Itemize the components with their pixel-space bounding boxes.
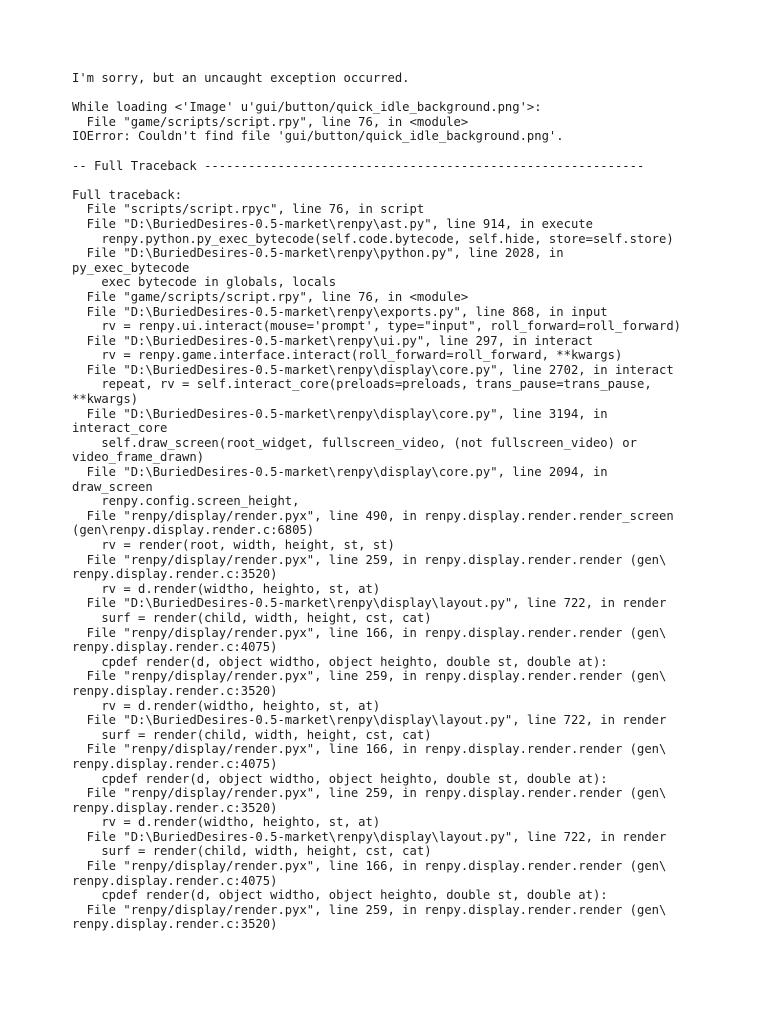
spacer <box>72 86 728 101</box>
traceback-line: **kwargs) <box>72 392 139 407</box>
traceback-line: surf = render(child, width, height, cst, cat) <box>72 727 432 742</box>
traceback-line: File "renpy/display/render.pyx", line 259, in renpy.display.render.render (gen\ <box>72 669 667 684</box>
traceback-line: File "renpy/display/render.pyx", line 166, in renpy.display.render.render (gen\ <box>72 625 667 640</box>
traceback-line: File "game/scripts/script.rpy", line 76, in <module> <box>72 289 469 304</box>
traceback-line: repeat, rv = self.interact_core(preloads=preloads, trans_pause=trans_pause, <box>72 377 652 392</box>
traceback-line: renpy.display.render.c:3520) <box>72 917 278 932</box>
traceback-line: rv = d.render(widtho, heighto, st, at) <box>72 581 381 596</box>
traceback-line: File "D:\BuriedDesires-0.5-market\renpy\display\layout.py", line 722, in render <box>72 829 667 844</box>
summary-line: File "game/scripts/script.rpy", line 76, in <module> <box>72 114 469 129</box>
traceback-line: rv = renpy.ui.interact(mouse='prompt', type="input", roll_forward=roll_forward) <box>72 319 682 334</box>
traceback-line: renpy.display.render.c:3520) <box>72 800 278 815</box>
traceback-line: File "D:\BuriedDesires-0.5-market\renpy\display\core.py", line 2094, in <box>72 465 608 480</box>
traceback-line: File "D:\BuriedDesires-0.5-market\renpy\display\core.py", line 2702, in interact <box>72 362 674 377</box>
traceback-line: interact_core <box>72 421 168 436</box>
traceback-line: File "D:\BuriedDesires-0.5-market\renpy\ui.py", line 297, in interact <box>72 333 593 348</box>
traceback-line: renpy.display.render.c:3520) <box>72 683 278 698</box>
error-heading: I'm sorry, but an uncaught exception occurred. <box>72 71 410 85</box>
traceback-line: video_frame_drawn) <box>72 450 205 465</box>
traceback-line: self.draw_screen(root_widget, fullscreen_video, (not fullscreen_video) or <box>72 435 637 450</box>
summary-line: IOError: Couldn't find file 'gui/button/quick_idle_background.png'. <box>72 129 564 144</box>
traceback-line: File "renpy/display/render.pyx", line 490, in renpy.display.render.render_screen <box>72 508 674 523</box>
traceback-line: File "renpy/display/render.pyx", line 259, in renpy.display.render.render (gen\ <box>72 552 667 567</box>
error-summary <box>72 100 728 144</box>
summary-line: While loading <'Image' u'gui/button/quick_idle_background.png'>: <box>72 100 542 115</box>
traceback-line: File "renpy/display/render.pyx", line 259, in renpy.display.render.render (gen\ <box>72 786 667 801</box>
traceback-line: rv = render(root, width, height, st, st) <box>72 538 395 552</box>
traceback-line: rv = d.render(widtho, heighto, st, at) <box>72 815 381 830</box>
traceback-line: File "D:\BuriedDesires-0.5-market\renpy\exports.py", line 868, in input <box>72 304 608 319</box>
traceback-line: File "D:\BuriedDesires-0.5-market\renpy\display\layout.py", line 722, in render <box>72 596 667 611</box>
traceback-line: renpy.display.render.c:3520) <box>72 567 278 582</box>
traceback-line: File "scripts/script.rpyc", line 76, in script <box>72 202 425 217</box>
traceback-line: renpy.display.render.c:4075) <box>72 640 278 655</box>
traceback-title: Full traceback: <box>72 187 183 202</box>
traceback-line: cpdef render(d, object widtho, object heighto, double st, double at): <box>72 888 608 903</box>
spacer <box>72 144 728 159</box>
traceback-line: File "D:\BuriedDesires-0.5-market\renpy\ast.py", line 914, in execute <box>72 216 593 231</box>
traceback-line: cpdef render(d, object widtho, object heighto, double st, double at): <box>72 654 608 669</box>
spacer <box>72 173 728 188</box>
traceback-line: renpy.display.render.c:4075) <box>72 756 278 771</box>
traceback-line: renpy.config.screen_height, <box>72 494 300 509</box>
traceback-line: renpy.python.py_exec_bytecode(self.code.bytecode, self.hide, store=self.store) <box>72 231 674 246</box>
traceback-line: File "renpy/display/render.pyx", line 259, in renpy.display.render.render (gen\ <box>72 902 667 917</box>
traceback-line: rv = d.render(widtho, heighto, st, at) <box>72 698 381 713</box>
traceback-line: File "renpy/display/render.pyx", line 166, in renpy.display.render.render (gen\ <box>72 742 667 757</box>
traceback-line: File "D:\BuriedDesires-0.5-market\renpy\display\layout.py", line 722, in render <box>72 713 667 728</box>
traceback-line: (gen\renpy.display.render.c:6805) <box>72 523 315 538</box>
full-traceback-divider: -- Full Traceback ------------------------------------------------------------ <box>72 158 645 173</box>
traceback-line: py_exec_bytecode <box>72 260 190 275</box>
traceback-line: draw_screen <box>72 479 153 494</box>
traceback-line: cpdef render(d, object widtho, object heighto, double st, double at): <box>72 771 608 786</box>
traceback-line: File "D:\BuriedDesires-0.5-market\renpy\display\core.py", line 3194, in <box>72 406 608 421</box>
traceback-line: surf = render(child, width, height, cst, cat) <box>72 610 432 625</box>
traceback-line: renpy.display.render.c:4075) <box>72 873 278 888</box>
traceback-line: rv = renpy.game.interface.interact(roll_forward=roll_forward, **kwargs) <box>72 348 623 363</box>
traceback-lines <box>72 202 728 932</box>
traceback-line: surf = render(child, width, height, cst, cat) <box>72 844 432 859</box>
traceback-line: File "D:\BuriedDesires-0.5-market\renpy\python.py", line 2028, in <box>72 246 564 261</box>
traceback-line: File "renpy/display/render.pyx", line 166, in renpy.display.render.render (gen\ <box>72 859 667 874</box>
traceback-line: exec bytecode in globals, locals <box>72 275 337 290</box>
